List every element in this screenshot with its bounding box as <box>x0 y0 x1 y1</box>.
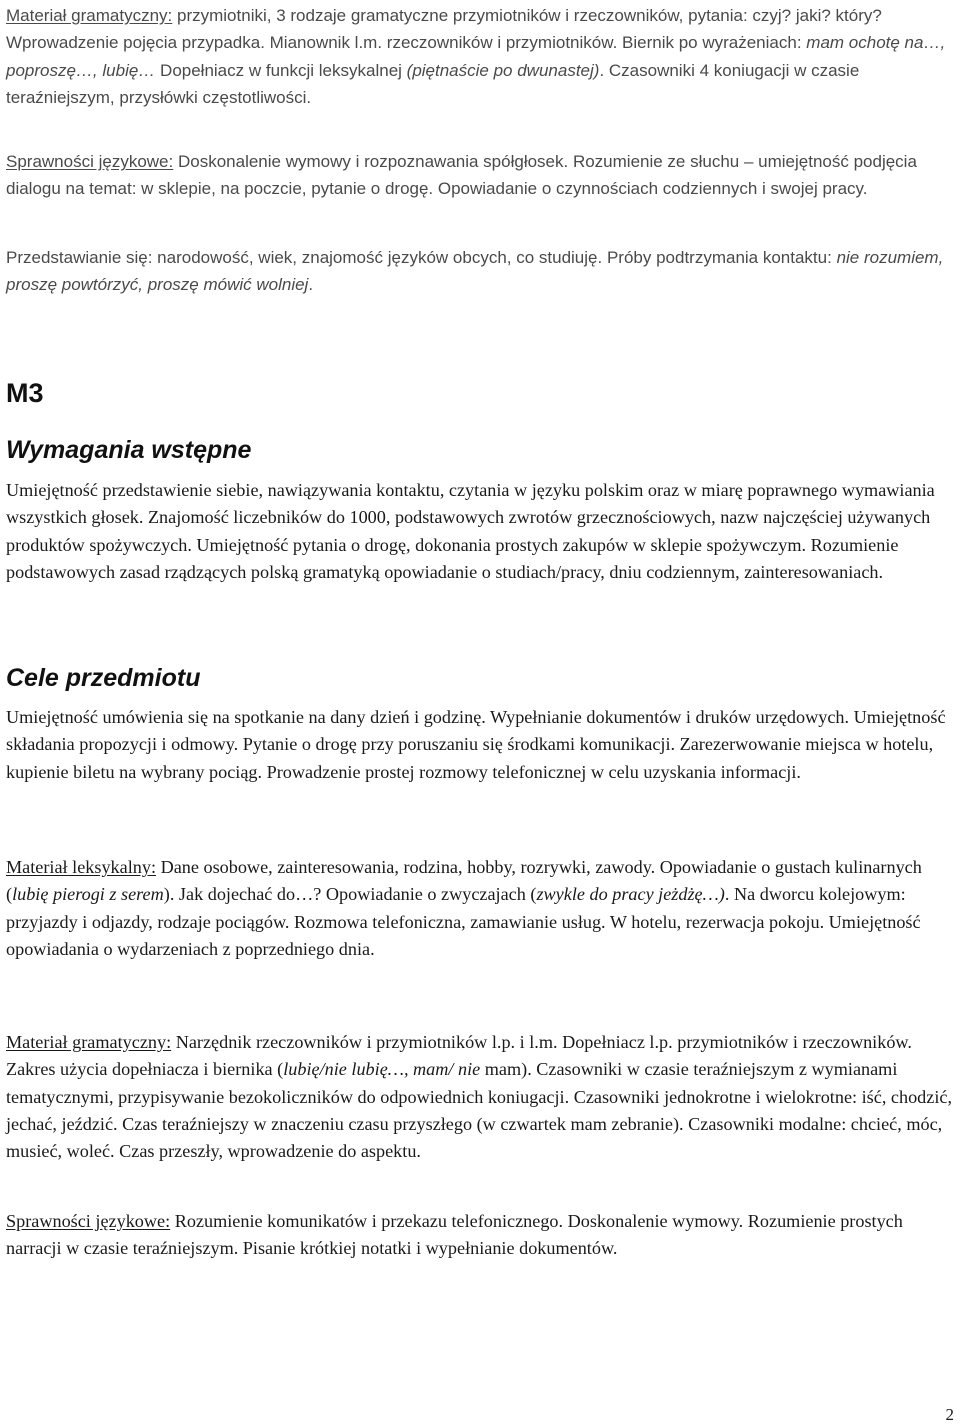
lexical-material-label: Materiał leksykalny: <box>6 857 157 877</box>
grammar-material-paragraph <box>6 2 956 112</box>
text: przymiotniki, 3 rodzaje gramatyczne przymiotników i rzeczowników, pytania: czyj? jaki? który? Wprowadzenie pojęcia przypadka. Mianownik l.m. rzeczowników i przymiotników. Biernik po wyrażeniach: <box>6 6 882 53</box>
grammar-material-m3-label: Materiał gramatyczny: <box>6 1032 172 1052</box>
text: Doskonalenie wymowy i rozpoznawania spółgłosek. Rozumienie ze słuchu – umiejętność podjęcia dialogu na temat: w sklepie, na poczcie, pytanie o drogę. Opowiadanie o czynnościach codziennych i swojej pracy. <box>6 152 917 199</box>
text: . <box>308 275 314 295</box>
prerequisites-text: Umiejętność przedstawienie siebie, nawiązywania kontaktu, czytania w języku polskim oraz w miarę poprawnego wymawiania wszystkich głosek. Znajomość liczebników do 1000, podstawowych zwrotów grzecznościowych, nazw najczęściej używanych produktów spożywczych. Umiejętność pytania o drogę, dokonania prostych zakupów w sklepie spożywczym. Rozumienie podstawowych zasad rządzących polską gramatyką opowiadanie o studiach/pracy, dniu codziennym, zainteresowaniach. <box>6 480 935 582</box>
text: . Na dworcu kolejowym: przyjazdy i odjazdy, rodzaje pociągów. Rozmowa telefoniczna, zamawianie usług. W hotelu, rezerwacja pokoju. Umiejętność opowiadania o wydarzeniach z poprzedniego dnia. <box>6 884 921 959</box>
text: Rozumienie komunikatów i przekazu telefonicznego. Doskonalenie wymowy. Rozumienie prostych narracji w czasie teraźniejszym. Pisanie krótkiej notatki i wypełnianie dokumentów. <box>6 1211 903 1259</box>
text: ). Jak dojechać do…? Opowiadanie o zwyczajach ( <box>163 884 537 905</box>
page-number: 2 <box>945 1405 954 1424</box>
grammar-material-label: Materiał gramatyczny: <box>6 6 173 25</box>
grammar-material-m3-paragraph <box>6 1029 956 1165</box>
text: Przedstawianie się: narodowość, wiek, znajomość języków obcych, co studiuję. Próby podtrzymania kontaktu: <box>6 248 837 267</box>
italic-text: nie rozumiem, proszę powtórzyć, proszę mówić wolniej <box>6 248 944 295</box>
italic-text: zwykle do pracy jeżdżę…) <box>536 884 725 905</box>
text: Dane osobowe, zainteresowania, rodzina, hobby, rozrywki, zawody. Opowiadanie o gustach kulinarnych ( <box>6 857 922 905</box>
language-skills-m3-paragraph <box>6 1208 956 1263</box>
course-goals-heading: Cele przedmiotu <box>6 664 201 692</box>
italic-text: lubię pierogi z serem <box>12 884 164 905</box>
language-skills-label: Sprawności językowe: <box>6 152 174 171</box>
language-skills-m3-label: Sprawności językowe: <box>6 1211 171 1231</box>
introduction-paragraph <box>6 244 956 299</box>
italic-text: mam ochotę na…, poproszę…, lubię… <box>6 33 946 80</box>
prerequisites-heading: Wymagania wstępne <box>6 436 252 464</box>
text: Dopełniacz w funkcji leksykalnej <box>155 60 407 80</box>
italic-text: (piętnaście po dwunastej) <box>406 60 600 80</box>
text: . Czasowniki 4 koniugacji w czasie teraźniejszym, przysłówki częstotliwości. <box>6 60 860 108</box>
italic-text: lubię/nie lubię…, mam/ nie <box>283 1059 481 1080</box>
module-title: M3 <box>6 378 44 408</box>
language-skills-paragraph <box>6 148 956 203</box>
text: Narzędnik rzeczowników i przymiotników l.p. i l.m. Dopełniacz l.p. przymiotników i rzeczowników. Zakres użycia dopełniacza i biernika ( <box>6 1032 912 1080</box>
text: mam). Czasowniki w czasie teraźniejszym z wymianami tematycznymi, przypisywanie bezokoliczników do odpowiednich koniugacji. Czasowniki jednokrotne i wielokrotne: iść, chodzić, jechać, jeździć. Czas teraźniejszy w znaczeniu czasu przyszłego (w czwartek mam zebranie). Czasowniki modalne: chcieć, móc, musieć, woleć. Czas przeszły, wprowadzenie do aspektu. <box>6 1059 953 1162</box>
course-goals-text: Umiejętność umówienia się na spotkanie na dany dzień i godzinę. Wypełnianie dokumentów i druków urzędowych. Umiejętność składania propozycji i odmowy. Pytanie o drogę przy poruszaniu się środkami komunikacji. Zarezerwowanie miejsca w hotelu, kupienie biletu na wybrany pociąg. Prowadzenie prostej rozmowy telefonicznej w celu uzyskania informacji. <box>6 707 946 782</box>
lexical-material-paragraph <box>6 854 956 963</box>
